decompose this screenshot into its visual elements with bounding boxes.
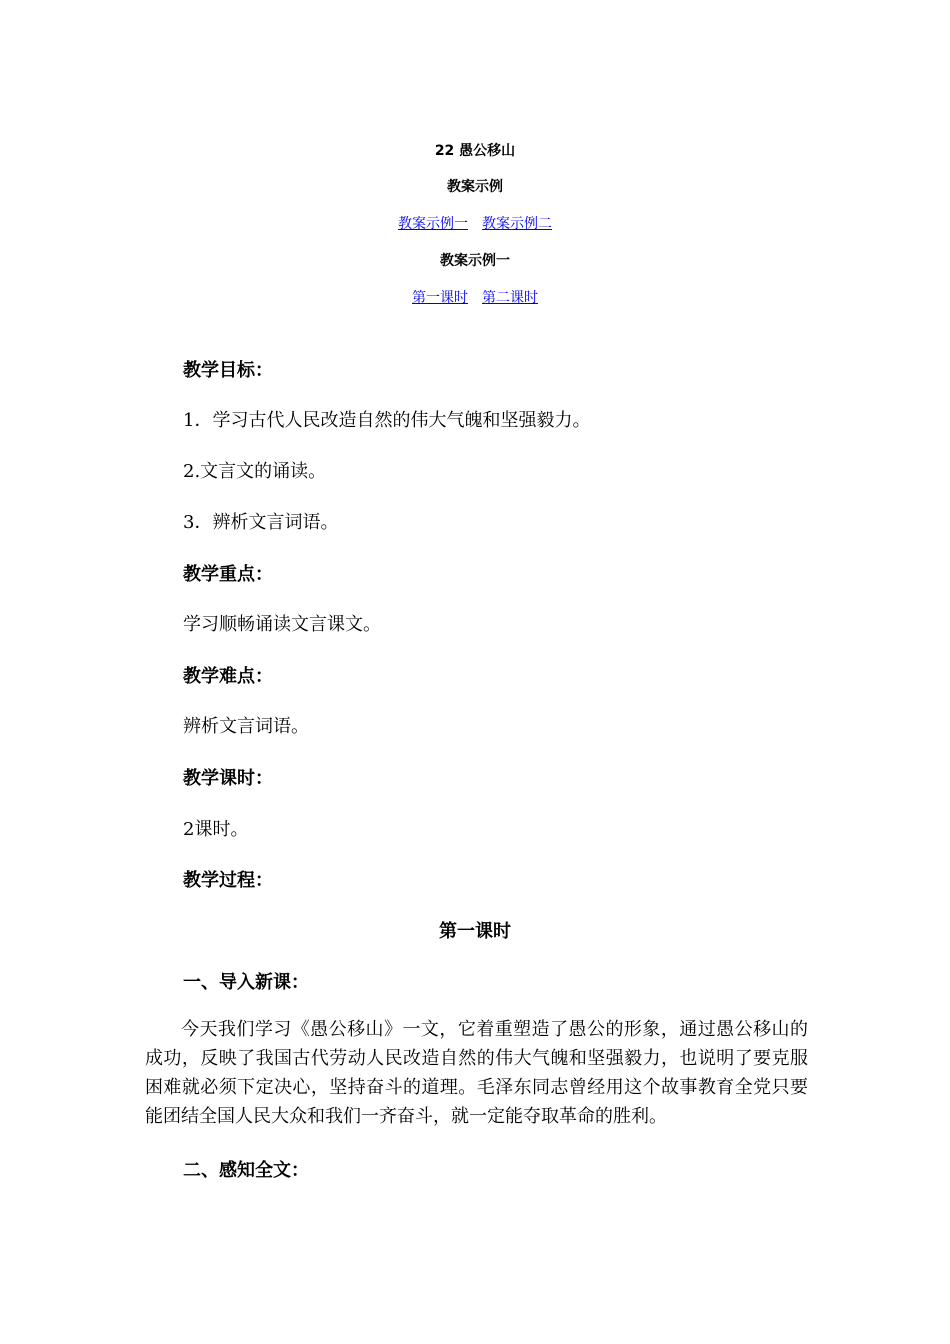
section-title: 教案示例一	[440, 253, 510, 269]
intro-heading: 一、导入新课：	[183, 972, 309, 993]
example-nav	[0, 213, 950, 233]
hours-heading: 教学课时：	[183, 768, 273, 789]
document-title: 22 愚公移山	[434, 143, 516, 159]
hours-text: 2课时。	[183, 819, 249, 840]
process-heading: 教学过程：	[183, 870, 273, 891]
link-example-two[interactable]: 教案示例二	[482, 216, 552, 232]
lesson-one-title: 第一课时	[439, 921, 511, 942]
objective-item: 3．辨析文言词语。	[183, 512, 339, 533]
difficulty-text: 辨析文言词语。	[183, 716, 309, 737]
link-lesson-two[interactable]: 第二课时	[482, 290, 538, 306]
document-subtitle: 教案示例	[447, 179, 503, 195]
link-lesson-one[interactable]: 第一课时	[412, 290, 468, 306]
intro-paragraph: 今天我们学习《愚公移山》一文，它着重塑造了愚公的形象，通过愚公移山的成功，反映了我国古代劳动人民改造自然的伟大气魄和坚强毅力，也说明了要克服困难就必须下定决心，坚持奋斗的道理。毛泽东同志曾经用这个故事教育全党只要能团结全国人民大众和我们一齐奋斗，就一定能夺取革命的胜利。	[145, 1019, 808, 1127]
key-point-heading: 教学重点：	[183, 564, 273, 585]
lesson-nav	[0, 287, 950, 307]
key-point-text: 学习顺畅诵读文言课文。	[183, 614, 381, 635]
objective-item: 1．学习古代人民改造自然的伟大气魄和坚强毅力。	[183, 410, 591, 431]
difficulty-heading: 教学难点：	[183, 666, 273, 687]
link-example-one[interactable]: 教案示例一	[398, 216, 468, 232]
objectives-heading: 教学目标：	[183, 360, 273, 381]
perceive-heading: 二、感知全文：	[183, 1160, 309, 1181]
objective-item: 2.文言文的诵读。	[183, 461, 327, 482]
